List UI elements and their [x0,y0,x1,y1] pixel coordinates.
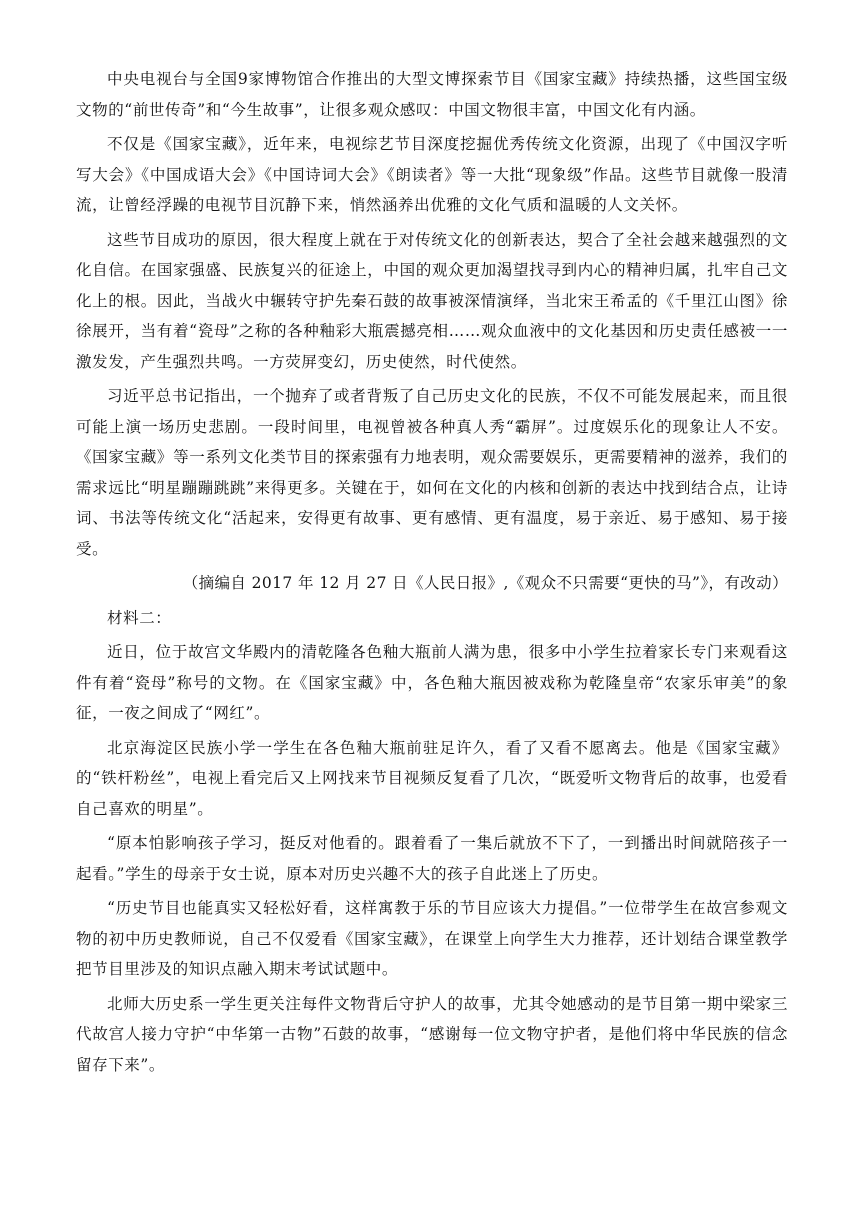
paragraph: 中央电视台与全国9家博物馆合作推出的大型文博探索节目《国家宝藏》持续热播，这些国宝级文物的“前世传奇”和“今生故事”，让很多观众感叹：中国文物很丰富，中国文化有内涵。 [76,70,788,119]
paragraph: 北师大历史系一学生更关注每件文物背后守护人的故事，尤其令她感动的是节目第一期中梁家三代故宫人接力守护“中华第一古物”石鼓的故事，“感谢每一位文物守护者，是他们将中华民族的信念留存下来”。 [76,994,788,1074]
source-citation: （摘编自 2017 年 12 月 27 日《人民日报》,《观众不只需要“更快的马”》，有改动） [182,574,788,592]
paragraph: 习近平总书记指出，一个抛弃了或者背叛了自己历史文化的民族，不仅不可能发展起来，而且很可能上演一场历史悲剧。一段时间里，电视曾被各种真人秀“霸屏”。过度娱乐化的现象让人不安。《国家宝藏》等一系列文化类节目的探索强有力地表明，观众需要娱乐，更需要精神的滋养，我们的需求远比“明星蹦蹦跳跳”来得更多。关键在于，如何在文化的内核和创新的表达中找到结合点，让诗词、书法等传统文化“活起来，安得更有故事、更有感情、更有温度，易于亲近、易于感知、易于接受。 [76,387,788,558]
paragraph: 不仅是《国家宝藏》，近年来，电视综艺节目深度挖掘优秀传统文化资源，出现了《中国汉字听写大会》《中国成语大会》《中国诗词大会》《朗读者》等一大批“现象级”作品。这些节目就像一股清流，让曾经浮躁的电视节目沉静下来，悄然涵养出优雅的文化气质和温暖的人文关怀。 [76,135,788,214]
paragraph: “历史节目也能真实又轻松好看，这样寓教于乐的节目应该大力提倡。”一位带学生在故宫参观文物的初中历史教师说，自己不仅爱看《国家宝藏》，在课堂上向学生大力推荐，还计划结合课堂教学把节目里涉及的知识点融入期末考试试题中。 [76,899,788,978]
paragraph: 近日，位于故宫文华殿内的清乾隆各色釉大瓶前人满为患，很多中小学生拉着家长专门来观看这件有着“瓷母”称号的文物。在《国家宝藏》中，各色釉大瓶因被戏称为乾隆皇帝“农家乐审美”的象征，一夜之间成了“网红”。 [76,643,788,722]
paragraph: “原本怕影响孩子学习，挺反对他看的。跟着看了一集后就放不下了，一到播出时间就陪孩子一起看。”学生的母亲于女士说，原本对历史兴趣不大的孩子自此迷上了历史。 [76,834,788,883]
material-label: 材料二： [107,608,172,627]
article-body [76,64,788,1084]
paragraph: 北京海淀区民族小学一学生在各色釉大瓶前驻足许久，看了又看不愿离去。他是《国家宝藏》的“铁杆粉丝”，电视上看完后又上网找来节目视频反复看了几次，“既爱听文物背后的故事，也爱看自己喜欢的明星”。 [76,738,788,818]
paragraph: 这些节目成功的原因，很大程度上就在于对传统文化的创新表达，契合了全社会越来越强烈的文化自信。在国家强盛、民族复兴的征途上，中国的观众更加渴望找寻到内心的精神归属，扎牢自己文化上的根。因此，当战火中辗转守护先秦石鼓的故事被深情演绎，当北宋王希孟的《千里江山图》徐徐展开，当有着“瓷母”之称的各种釉彩大瓶震撼亮相……观众血液中的文化基因和历史责任感被一一激发发，产生强烈共鸣。一方荧屏变幻，历史使然，时代使然。 [76,230,788,371]
